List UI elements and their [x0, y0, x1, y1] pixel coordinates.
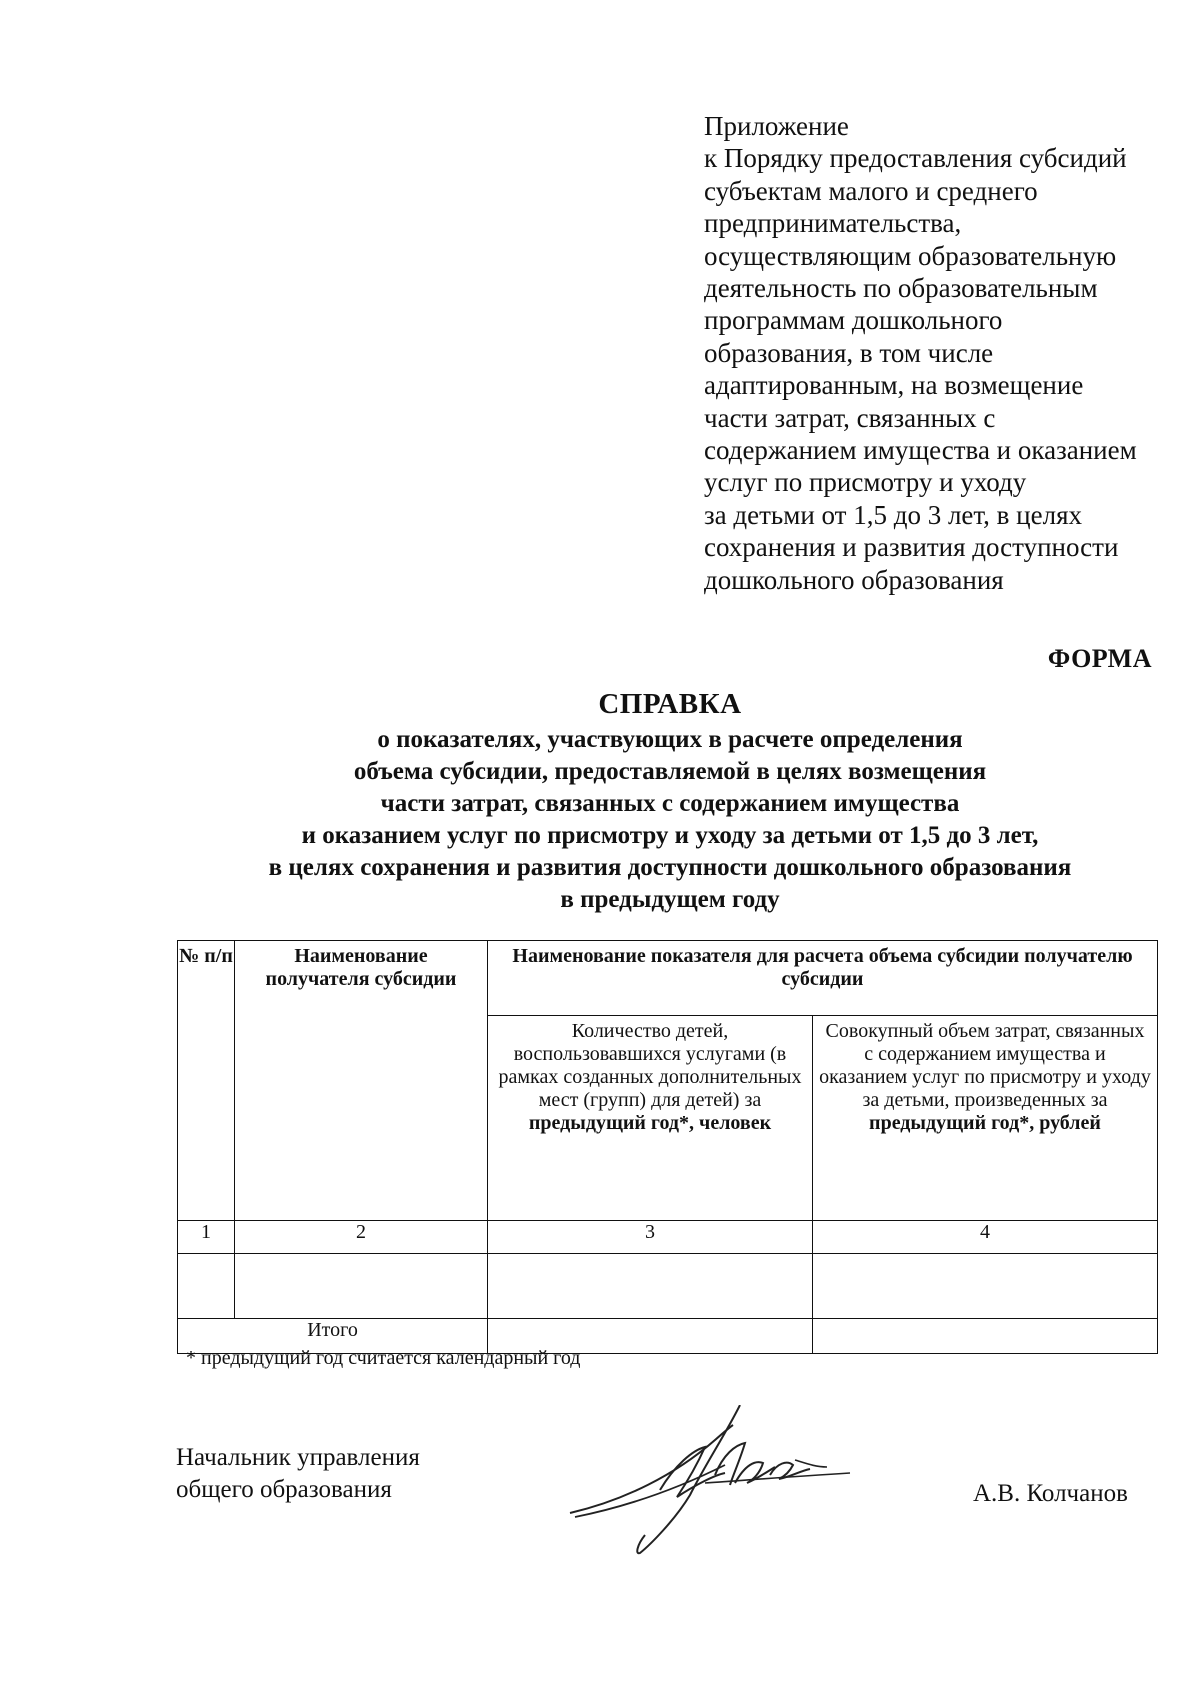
appendix-line: субъектам малого и среднего: [704, 175, 1038, 206]
table-row-numbers: [178, 1221, 1158, 1254]
header-total-costs: [813, 1016, 1158, 1221]
header-number: № п/п: [178, 941, 235, 1221]
appendix-line: услуг по присмотру и уходу: [704, 467, 1027, 498]
subtitle-line: части затрат, связанных с содержанием имущества: [380, 790, 960, 817]
document-title: СПРАВКА: [598, 688, 742, 720]
table-cell-empty[interactable]: [178, 1254, 235, 1319]
header-children-count: [488, 1016, 813, 1221]
appendix-line: содержанием имущества и оказанием: [704, 435, 1137, 466]
indicators-table: [177, 940, 1158, 1354]
header-total-costs-text: Совокупный объем затрат, связанных с содержанием имущества и оказанием услуг по присмотру и уходу за детьми, произведенных за: [819, 1020, 1151, 1111]
subtitle-line: о показателях, участвующих в расчете определения: [377, 726, 963, 753]
appendix-line: адаптированным, на возмещение: [704, 370, 1084, 401]
document-subtitle: [120, 724, 1200, 916]
table-cell-empty[interactable]: [235, 1254, 488, 1319]
appendix-line: сохранения и развития доступности: [704, 532, 1119, 563]
signer-name: А.В. Колчанов: [973, 1480, 1128, 1507]
header-recipient: Наименование получателя субсидии: [235, 941, 488, 1221]
table-cell-empty[interactable]: [813, 1254, 1158, 1319]
handwritten-signature: [565, 1405, 855, 1555]
appendix-line: программам дошкольного: [704, 305, 1003, 336]
header-indicator-group: Наименование показателя для расчета объема субсидии получателю субсидии: [488, 941, 1158, 1016]
appendix-line: образования, в том числе: [704, 337, 994, 368]
table-cell-empty[interactable]: [813, 1319, 1158, 1354]
subtitle-line: в целях сохранения и развития доступности дошкольного образования: [268, 854, 1072, 881]
appendix-line: части затрат, связанных с: [704, 402, 996, 433]
column-number: 3: [488, 1221, 813, 1254]
total-label: Итого: [178, 1319, 488, 1354]
appendix-line: деятельность по образовательным: [704, 273, 1098, 304]
appendix-line: Приложение: [704, 111, 849, 141]
signer-position: [176, 1442, 420, 1506]
appendix-line: предпринимательства,: [704, 208, 962, 239]
table-cell-empty[interactable]: [488, 1254, 813, 1319]
form-label: ФОРМА: [1047, 644, 1152, 673]
header-children-count-unit: предыдущий год*, человек: [528, 1112, 772, 1134]
subtitle-line: в предыдущем году: [560, 886, 780, 913]
header-children-count-text: Количество детей, воспользовавшихся услугами (в рамках созданных дополнительных мест (групп) для детей) за: [498, 1020, 802, 1111]
signer-position-line: общего образования: [176, 1476, 392, 1503]
column-number: 2: [235, 1221, 488, 1254]
column-number: 4: [813, 1221, 1158, 1254]
footnote: * предыдущий год считается календарный год: [186, 1347, 581, 1369]
appendix-line: дошкольного образования: [704, 564, 1004, 595]
header-total-costs-unit: предыдущий год*, рублей: [869, 1112, 1101, 1134]
column-number: 1: [178, 1221, 235, 1254]
appendix-block: [704, 110, 1174, 596]
subtitle-line: объема субсидии, предоставляемой в целях возмещения: [353, 758, 987, 785]
appendix-line: за детьми от 1,5 до 3 лет, в целях: [704, 499, 1082, 530]
appendix-line: осуществляющим образовательную: [704, 240, 1117, 271]
table-row: [178, 1254, 1158, 1319]
signer-position-line: Начальник управления: [176, 1444, 420, 1471]
appendix-line: к Порядку предоставления субсидий: [704, 143, 1127, 174]
subtitle-line: и оказанием услуг по присмотру и уходу за детьми от 1,5 до 3 лет,: [301, 822, 1039, 849]
